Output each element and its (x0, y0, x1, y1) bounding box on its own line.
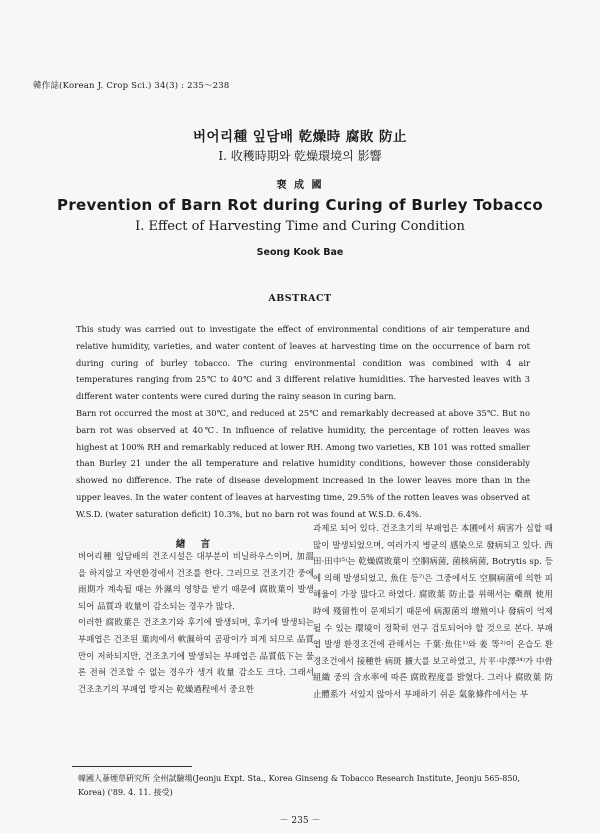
abstract-heading: ABSTRACT (268, 293, 332, 304)
journal-reference: 韓作誌(Korean J. Crop Sci.) 34(3) : 235～238 (33, 81, 230, 91)
english-title: Prevention of Barn Rot during Curing of Burley Tobacco (57, 196, 543, 214)
footnote-divider (72, 766, 192, 767)
english-author: Seong Kook Bae (256, 247, 344, 258)
left-paragraph-2: 이러한 腐敗葉은 건조초기와 후기에 발생되며, 후기에 발생되는 부패엽은 건조된 葉肉에서 軟濕하여 곰팡이가 피게 되므로 品質만이 저하되지만, 건조초기에 발생되는 부패엽은 品質低下는 물론 전혀 건조할 수 없는 경우가 생겨 收量 감소도 크다. 그래서 건조초기의 부패엽 방지는 乾燥過程에서 중요한 (78, 617, 314, 694)
section-heading: 緖 言 (175, 538, 217, 550)
korean-author: 裵 成 國 (276, 180, 324, 191)
abstract-body (76, 321, 530, 523)
korean-subtitle: Ⅰ. 收穫時期와 乾燥環境의 影響 (218, 149, 382, 163)
left-column (78, 548, 314, 697)
footnote: 韓國人蔘煙草硏究所 全州試驗場(Jeonju Expt. Sta., Korea Ginseng & Tobacco Research Institute, Jeonju 565-850, Korea) ('89. 4. 11. 接受) (78, 774, 521, 797)
left-paragraph-1: 버어리種 잎담배의 건조시설은 대부분이 비닐하우스이며, 加溫을 하지않고 자연환경에서 건조를 한다. 그러므로 건조기간 중에 雨期가 계속될 때는 外濕의 영향을 받기 때문에 腐敗葉이 발생되어 品質과 收量이 감소되는 경우가 많다. (78, 551, 314, 611)
english-subtitle: Ⅰ. Effect of Harvesting Time and Curing Condition (135, 219, 465, 234)
korean-title: 버어리種 잎담배 乾燥時 腐敗 防止 (192, 129, 408, 145)
right-paragraph-1: 과제로 되어 있다. 건조초기의 부패엽은 本圃에서 病害가 심할 때 많이 발생되었으며, 여러가지 병균의 感染으로 發病되고 있다. 西田·田中⁵⁾는 乾燥腐敗葉이 空胴病菌, 菌核病菌, Botrytis sp. 등에 의해 발생되었고, 魚住 등⁷⁾은 그중에서도 空胴病菌에 의한 피해율이 가장 많다고 하였다. 腐敗葉 防止를 위해서는 藥劑 使用時에 殘留性이 문제되기 때문에 病源菌의 增殖이나 發病이 억제될 수 있는 環境이 정확히 연구 검토되어야 할 것으로 본다. 부패엽 발생 환경조건에 관해서는 千葉·魚住¹⁾와 姜 等²⁾이 온습도 환경조건에서 接種한 病斑 擴大를 보고하였고, 片平·中澤³⁴⁾가 中骨組織 중의 含水率에 따른 腐敗程度를 밝혔다. 그러나 腐敗葉 防止體系가 서있지 않아서 부패하기 쉬운 氣象條件에서는 부 (313, 523, 553, 699)
right-column (313, 520, 553, 703)
abstract-paragraph-2: Barn rot occurred the most at 30℃, and reduced at 25℃ and remarkably decreased at above 35℃. But no barn rot was observed at 40℃. In influence of relative humidity, the percentage of rotten leaves was highest at 100% RH and remarkably reduced at lower RH. Among two varieties, KB 101 was rotted smaller than Burley 21 under the all temperature and relative humidity conditions, however those considerably showed no difference. The rate of disease development increased in the lower leaves more than in the upper leaves. In the water content of leaves at harvesting time, 29.5% of the rotten leaves was observed at W.S.D. (water saturation deficit) 10.3%, but no barn rot was found at W.S.D. 6.4%. (76, 407, 530, 519)
abstract-paragraph-1: This study was carried out to investigate the effect of environmental conditions of air temperature and relative humidity, varieties, and water content of leaves at harvesting time on the occurrence of barn rot during curing of burley tobacco. The curing environmental condition was combined with 4 air temperatures ranging from 25℃ to 40℃ and 3 different relative humidities. The harvested leaves with 3 different water contents were cured during the rainy season in curing barn. (76, 324, 530, 402)
page-number: － 235 － (279, 816, 321, 826)
